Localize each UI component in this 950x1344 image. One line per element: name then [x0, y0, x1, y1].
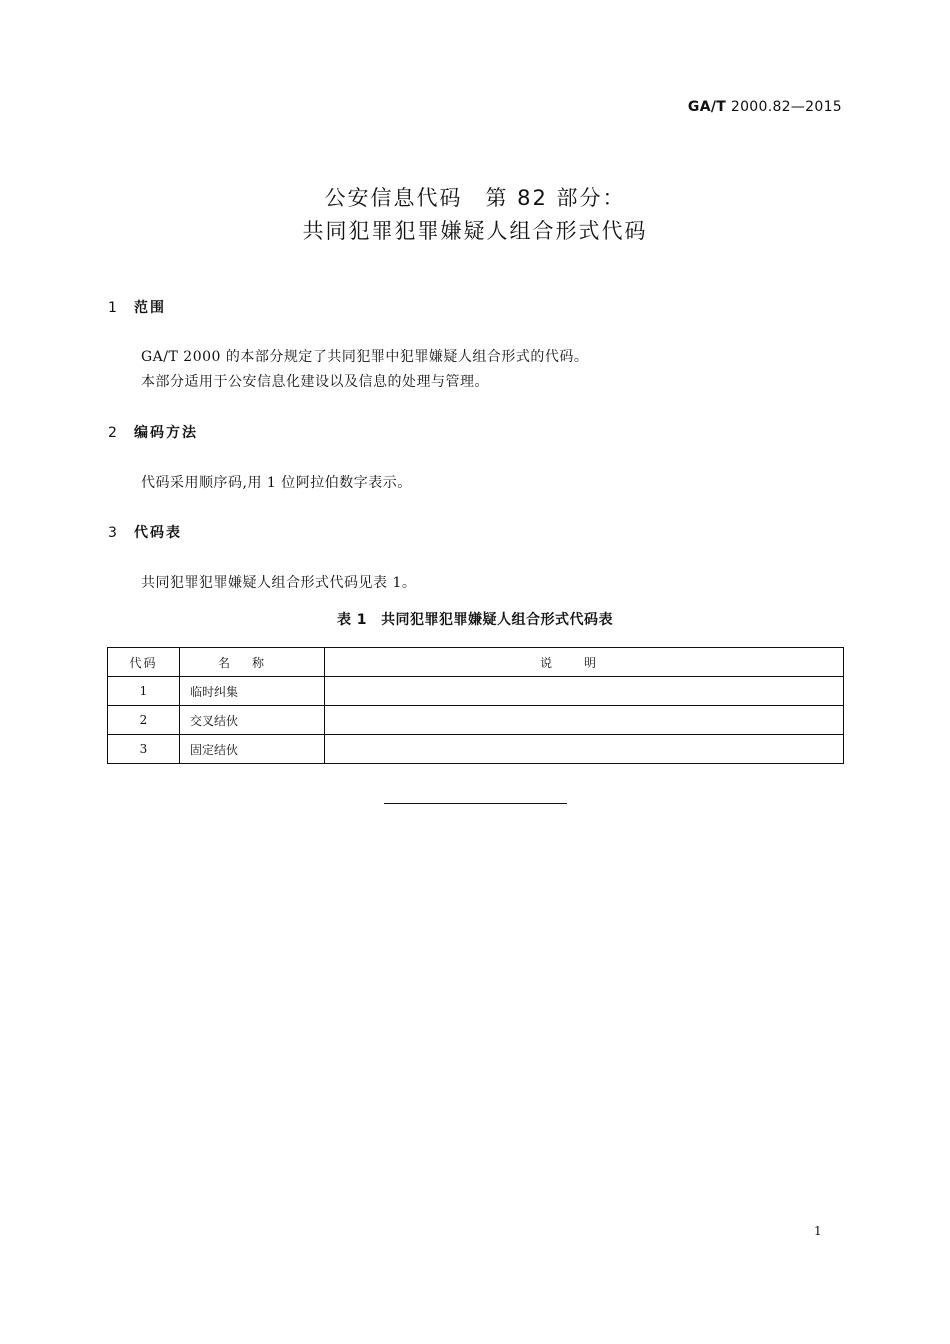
standard-code — [688, 99, 842, 115]
table-caption-label: 表 1 — [336, 612, 368, 628]
name-cell: 临时纠集 — [180, 677, 325, 706]
code-cell: 3 — [108, 735, 180, 764]
document-title-line1: 公安信息代码 第 82 部分： — [324, 186, 626, 210]
section-title: 范围 — [134, 300, 166, 316]
code-table-paragraph: 共同犯罪犯罪嫌疑人组合形式代码见表 1。 — [141, 575, 417, 591]
code-cell: 1 — [108, 677, 180, 706]
section-number: 1 — [108, 300, 117, 316]
page-number: 1 — [814, 1224, 822, 1238]
table-row — [108, 735, 844, 764]
section-title: 编码方法 — [134, 425, 198, 441]
column-header-description: 说明 — [325, 648, 844, 677]
section-heading-code-table — [108, 522, 182, 542]
section-number: 2 — [108, 425, 117, 441]
section-heading-scope — [108, 297, 166, 317]
code-cell: 2 — [108, 706, 180, 735]
code-table — [107, 647, 844, 764]
description-cell — [325, 735, 844, 764]
name-cell: 交叉结伙 — [180, 706, 325, 735]
section-heading-coding-method — [108, 422, 198, 442]
standard-prefix: GA/T — [687, 99, 727, 115]
coding-method-paragraph: 代码采用顺序码,用 1 位阿拉伯数字表示。 — [141, 475, 412, 491]
table-row — [108, 706, 844, 735]
end-of-document-rule — [384, 803, 567, 804]
section-number: 3 — [108, 525, 117, 541]
scope-paragraph-1: GA/T 2000 的本部分规定了共同犯罪中犯罪嫌疑人组合形式的代码。 — [141, 349, 589, 365]
name-cell: 固定结伙 — [180, 735, 325, 764]
document-title-line2: 共同犯罪犯罪嫌疑人组合形式代码 — [302, 219, 648, 243]
column-header-name: 名称 — [180, 648, 325, 677]
description-cell — [325, 677, 844, 706]
column-header-code: 代码 — [108, 648, 180, 677]
standard-number: 2000.82—2015 — [730, 99, 842, 115]
scope-paragraph-2: 本部分适用于公安信息化建设以及信息的处理与管理。 — [141, 374, 489, 390]
description-cell — [325, 706, 844, 735]
table-header-row — [108, 648, 844, 677]
table-caption-title: 共同犯罪犯罪嫌疑人组合形式代码表 — [381, 612, 614, 628]
table-row — [108, 677, 844, 706]
section-title: 代码表 — [134, 525, 182, 541]
table-caption — [0, 609, 950, 629]
